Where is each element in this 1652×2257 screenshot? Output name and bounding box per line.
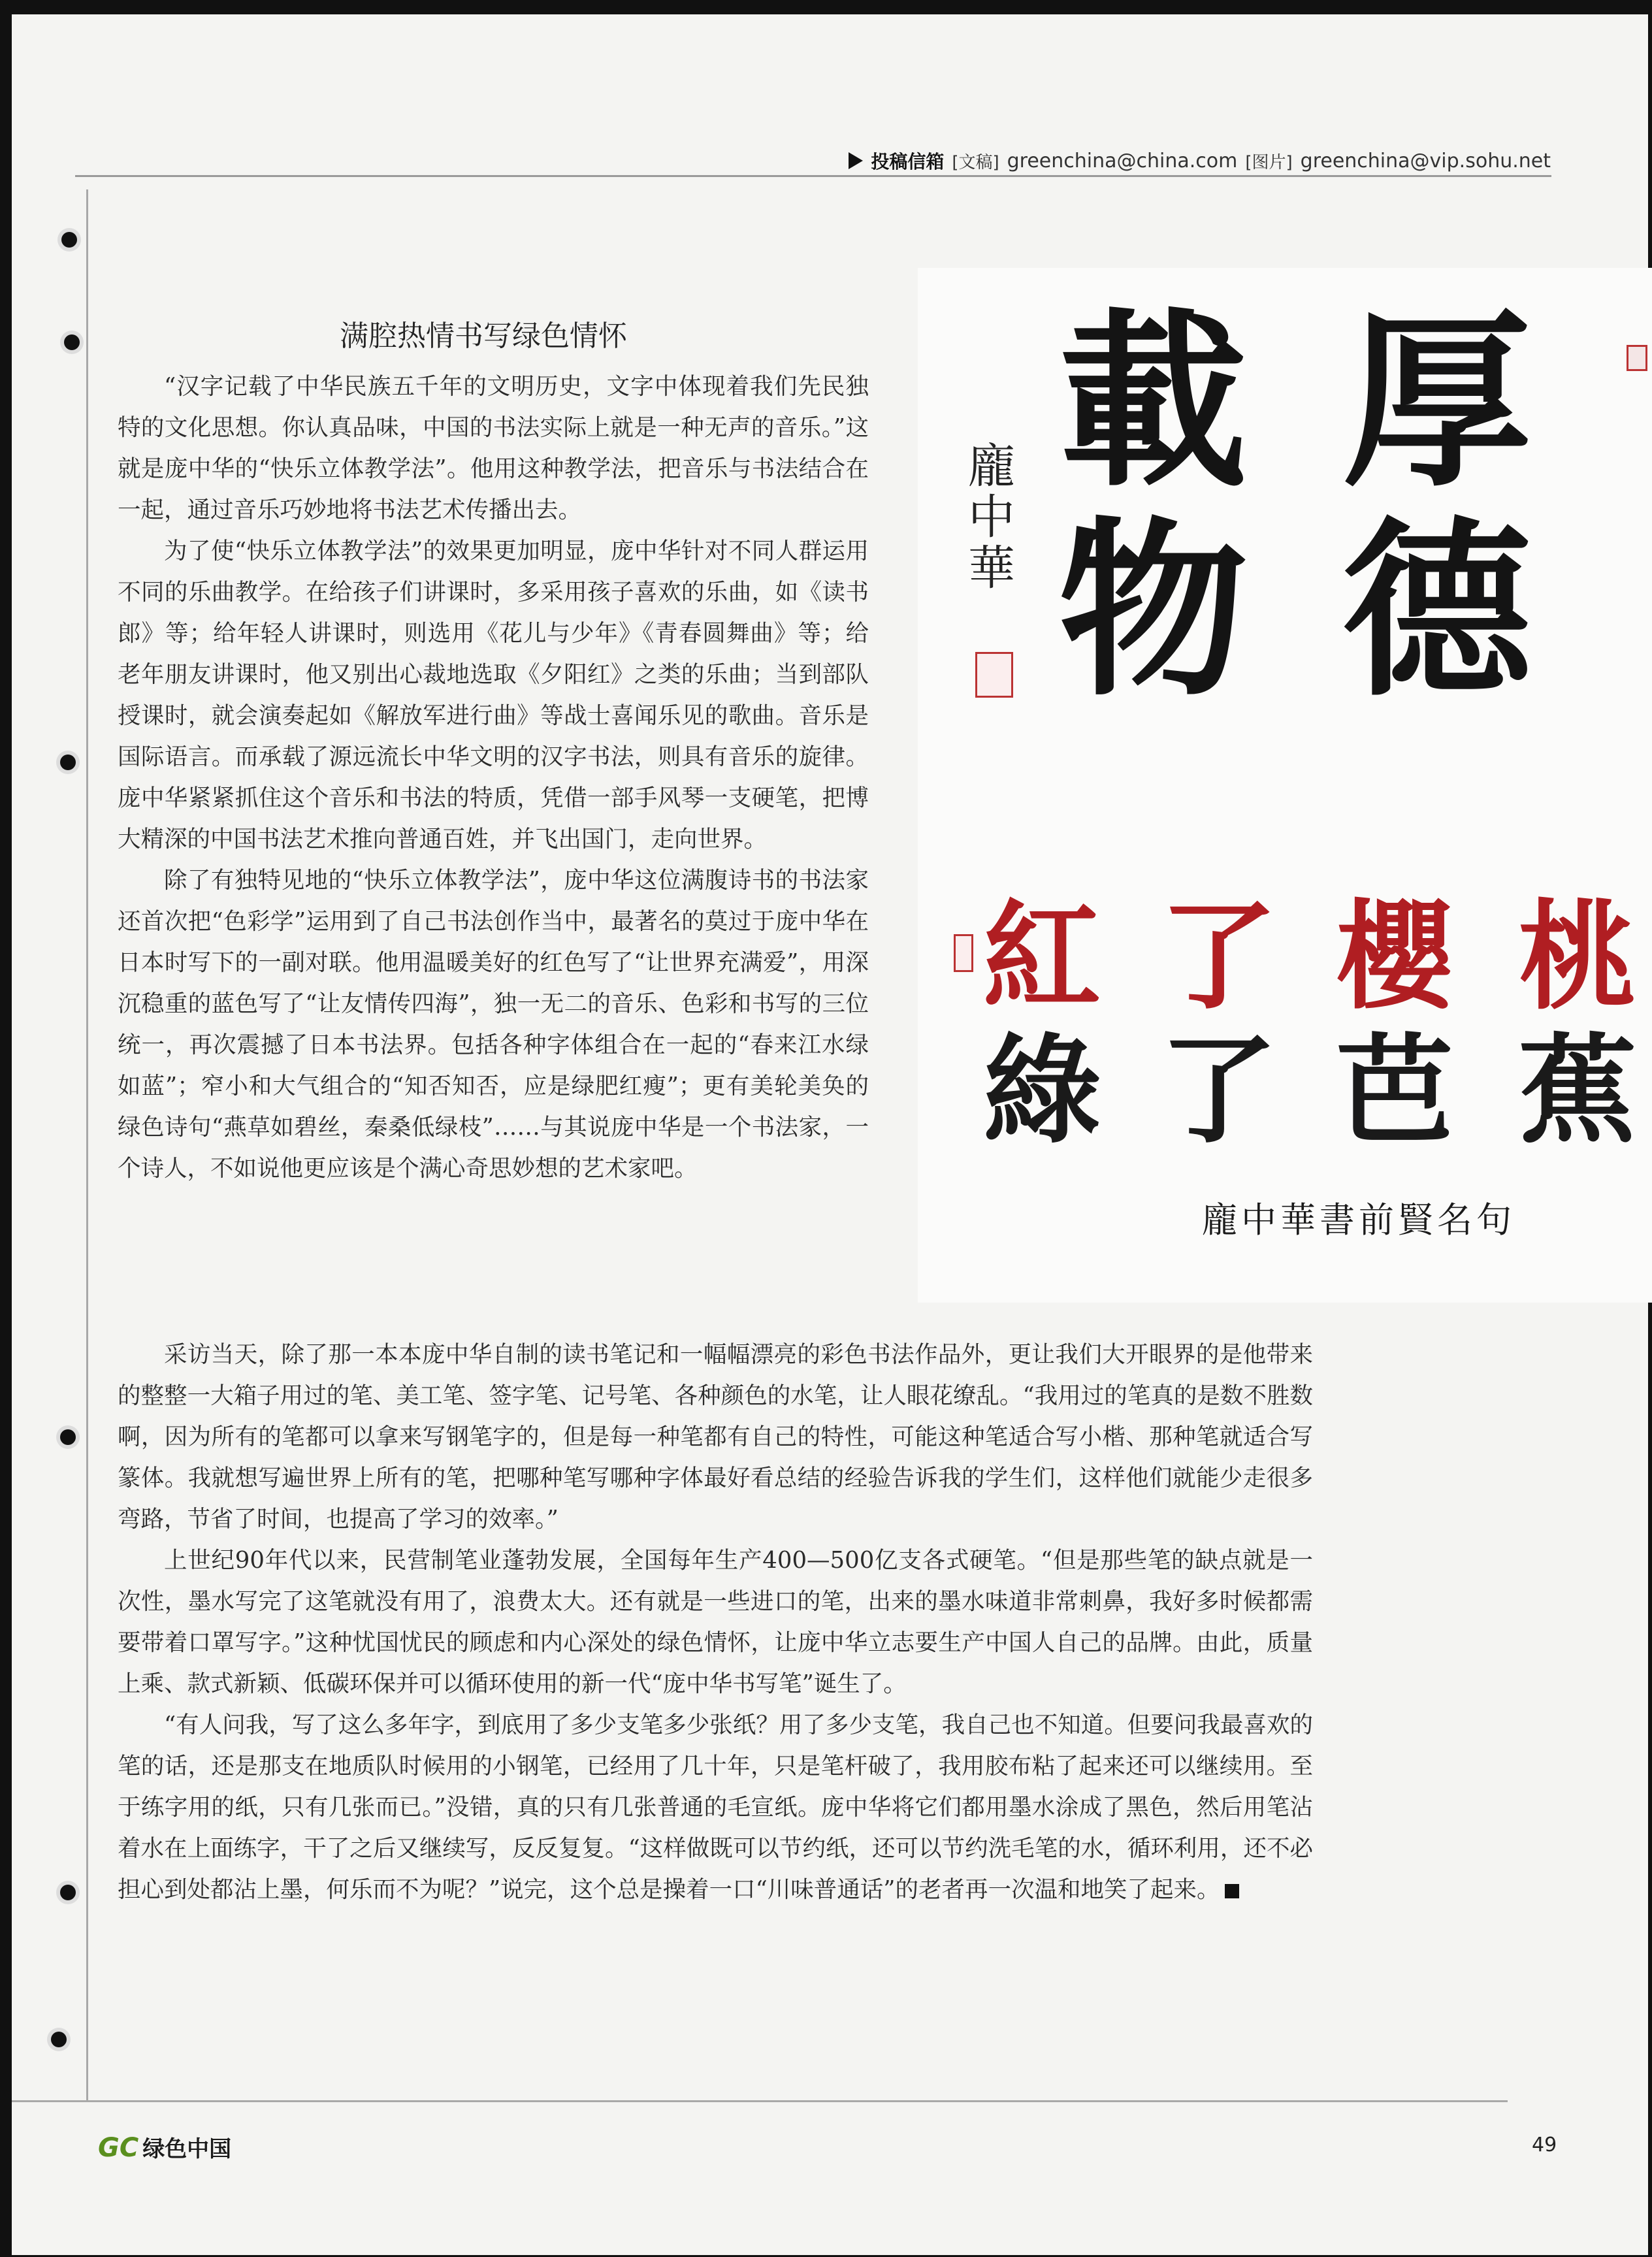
calligraphy-char: 物 (1058, 500, 1248, 722)
paragraph: “汉字记载了中华民族五千年的文明历史，文字中体现着我们先民独特的文化思想。你认真品味，中国的书法实际上就是一种无声的音乐。”这就是庞中华的“快乐立体教学法”。他用这种教学法，把音乐与书法结合在一起，通过音乐巧妙地将书法艺术传播出去。 (118, 373, 869, 523)
black-calligraphy-char: 了 (1159, 1022, 1278, 1160)
corner-seal-stamp (1627, 345, 1647, 371)
leading-seal-stamp (954, 934, 973, 972)
calligraphy-char: 德 (1342, 500, 1532, 722)
play-triangle-icon (849, 152, 863, 169)
article-body-wide (118, 1334, 1313, 1910)
logo-text: 绿色中国 (142, 2136, 232, 2162)
black-calligraphy-char: 綠 (983, 1022, 1101, 1160)
artwork-caption: 龐中華書前賢名句 (1202, 1199, 1515, 1241)
header-rule (75, 175, 1551, 177)
binder-hole (64, 334, 80, 350)
final-paragraph-text: “有人问我，写了这么多年字，到底用了多少支笔多少张纸？用了多少支笔，我自己也不知道。但要问我最喜欢的笔的话，还是那支在地质队时候用的小钢笔，已经用了几十年，只是笔杆破了，我用胶布粘了起来还可以继续用。至于练字用的纸，只有几张而已。”没错，真的只有几张普通的毛宣纸。庞中华将它们都用墨水涂成了黑色，然后用笔沾着水在上面练字，干了之后又继续写，反反复复。“这样做既可以节约纸，还可以节约洗毛笔的水，循环利用，还不必担心到处都沾上墨，何乐而不为呢？”说完，这个总是操着一口“川味普通话”的老者再一次温和地笑了起来。 (118, 1712, 1313, 1903)
calligraphy-char: 厚 (1342, 291, 1532, 513)
black-calligraphy-char: 芭 (1336, 1022, 1454, 1160)
calligraphy-artwork (918, 268, 1652, 1303)
image-tag: [图片] (1245, 152, 1293, 172)
footer-rule (12, 2100, 1508, 2102)
binder-hole (60, 1429, 76, 1445)
submission-header (849, 148, 1551, 174)
binder-hole (60, 755, 76, 770)
green-china-logo (98, 2131, 231, 2163)
calligraphy-char: 載 (1058, 291, 1248, 513)
red-calligraphy-char: 櫻 (1336, 888, 1454, 1026)
red-seal-stamp (975, 652, 1013, 698)
artist-signature: 龐中華 (960, 441, 1015, 594)
binder-hole (60, 1885, 76, 1900)
paragraph: 除了有独特见地的“快乐立体教学法”，庞中华这位满腹诗书的书法家还首次把“色彩学”运用到了自己书法创作当中，最著名的莫过于庞中华在日本时写下的一副对联。他用温暖美好的红色写了“让世界充满爱”，用深沉稳重的蓝色写了“让友情传四海”，独一无二的音乐、色彩和书写的三位统一，再次震撼了日本书法界。包括各种字体组合在一起的“春来江水绿如蓝”；窄小和大气组合的“知否知否，应是绿肥红瘦”；更有美轮美奂的绿色诗句“燕草如碧丝，秦桑低绿枝”……与其说庞中华是一个书法家，一个诗人，不如说他更应该是个满心奇思妙想的艺术家吧。 (118, 867, 869, 1182)
red-calligraphy-char: 桃 (1519, 888, 1637, 1026)
article-body-narrow (118, 366, 869, 1189)
text-tag: [文稿] (952, 152, 999, 172)
margin-rule (86, 189, 88, 2100)
logo-mark: GC (98, 2133, 139, 2163)
red-calligraphy-char: 了 (1159, 888, 1278, 1026)
page-number: 49 (1532, 2134, 1557, 2156)
text-email[interactable]: greenchina@china.com (1007, 149, 1238, 172)
paragraph: 为了使“快乐立体教学法”的效果更加明显，庞中华针对不同人群运用不同的乐曲教学。在给孩子们讲课时，多采用孩子喜欢的乐曲，如《读书郎》等；给年轻人讲课时，则选用《花儿与少年》《青春圆舞曲》等；给老年朋友讲课时，他又别出心裁地选取《夕阳红》之类的乐曲；当到部队授课时，就会演奏起如《解放军进行曲》等战士喜闻乐见的歌曲。音乐是国际语言。而承载了源远流长中华文明的汉字书法，则具有音乐的旋律。庞中华紧紧抓住这个音乐和书法的特质，凭借一部手风琴一支硬笔，把博大精深的中国书法艺术推向普通百姓，并飞出国门，走向世界。 (118, 538, 869, 852)
paragraph (118, 1704, 1313, 1910)
end-of-article-icon (1225, 1884, 1239, 1898)
submission-label: 投稿信箱 (871, 151, 945, 172)
article-title: 满腔热情书写绿色情怀 (340, 319, 627, 353)
binder-hole (51, 2032, 67, 2047)
red-calligraphy-char: 紅 (983, 888, 1101, 1026)
paragraph: 上世纪90年代以来，民营制笔业蓬勃发展，全国每年生产400—500亿支各式硬笔。“但是那些笔的缺点就是一次性，墨水写完了这笔就没有用了，浪费太大。还有就是一些进口的笔，出来的墨水味道非常刺鼻，我好多时候都需要带着口罩写字。”这种忧国忧民的顾虑和内心深处的绿色情怀，让庞中华立志要生产中国人自己的品牌。由此，质量上乘、款式新颖、低碳环保并可以循环使用的新一代“庞中华书写笔”诞生了。 (118, 1547, 1313, 1697)
black-calligraphy-char: 蕉 (1519, 1022, 1637, 1160)
paragraph: 采访当天，除了那一本本庞中华自制的读书笔记和一幅幅漂亮的彩色书法作品外，更让我们大开眼界的是他带来的整整一大箱子用过的笔、美工笔、签字笔、记号笔、各种颜色的水笔，让人眼花缭乱。“我用过的笔真的是数不胜数啊，因为所有的笔都可以拿来写钢笔字的，但是每一种笔都有自己的特性，可能这种笔适合写小楷、那种笔就适合写篆体。我就想写遍世界上所有的笔，把哪种笔写哪种字体最好看总结的经验告诉我的学生们，这样他们就能少走很多弯路，节省了时间，也提高了学习的效率。” (118, 1341, 1313, 1533)
binder-hole (61, 232, 77, 248)
image-email[interactable]: greenchina@vip.sohu.net (1300, 149, 1551, 172)
